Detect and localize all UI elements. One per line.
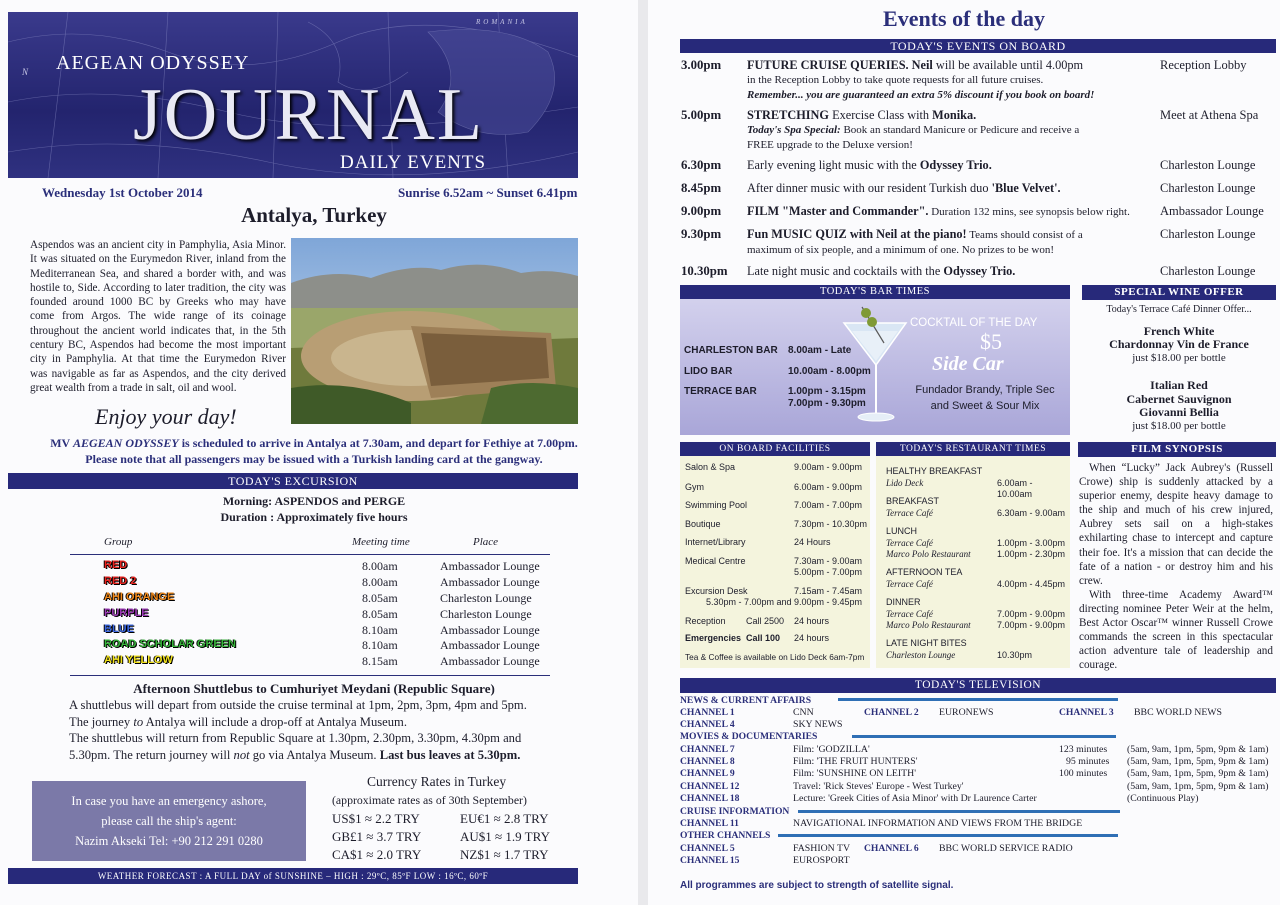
facility-call: Call 100 — [746, 633, 781, 643]
meal-heading: LUNCH — [886, 526, 918, 536]
film-paragraph-2: With three-time Academy Award™ directing nominee Peter Weir at the helm, Best Actor Oscar™ winner Russell Crowe commands the screen in this spectacular action adventure tale of leadership and courage. — [1079, 588, 1273, 672]
tv-footer-note: All programmes are subject to strength of satellite signal. — [680, 880, 954, 891]
facility-name: Medical Centre — [685, 556, 746, 566]
event-time: 10.30pm — [681, 264, 728, 278]
facility-time: 6.00am - 9.00pm — [794, 482, 863, 492]
excursion-row — [70, 623, 550, 639]
event-description — [747, 181, 1147, 195]
tv-section-rule — [778, 834, 1118, 837]
excursion-row — [70, 575, 550, 591]
television-bar: TODAY'S TELEVISION — [680, 678, 1276, 693]
facility-extra: 5.30pm - 7.00pm and — [706, 597, 792, 607]
tv-programme: Lecture: 'Greek Cities of Asia Minor' with Dr Laurence Carter — [793, 793, 1037, 804]
excursion-meeting-time: 8.05am — [362, 606, 398, 621]
meal-time: 6.30am - 9.00am — [997, 508, 1066, 518]
event-place: Ambassador Lounge — [1160, 204, 1264, 218]
event-text: After dinner music with our resident Turkish duo — [747, 181, 992, 195]
event-description — [747, 108, 1147, 152]
tv-channel-name: FASHION TV — [793, 843, 851, 854]
header-group: Group — [104, 536, 133, 548]
film-synopsis-bar: FILM SYNOPSIS — [1078, 442, 1276, 457]
excursion-group: PURPLE — [104, 606, 149, 619]
meal-venue: Charleston Lounge — [886, 650, 956, 660]
meal-heading: BREAKFAST — [886, 496, 940, 506]
tv-channel-name: EURONEWS — [939, 707, 994, 718]
event-line: FREE upgrade to the Deluxe version! — [747, 139, 913, 151]
event-line: Today's Spa Special: — [747, 124, 841, 136]
event-text: Monika. — [932, 108, 977, 122]
bar-times-box — [680, 285, 1070, 435]
wine-price: just $18.00 per bottle — [1132, 351, 1226, 364]
cocktail-ingredients-1: Fundador Brandy, Triple Sec — [915, 384, 1055, 396]
excursion-duration: Duration : Approximately five hours — [220, 510, 408, 524]
port-intro-text: Aspendos was an ancient city in Pamphylia, Asia Minor. It was situated on the Eurymedon River, inland from the Mediterranean Sea, and shared a border with, and was hostile to, Side. According to later tradition, the city was founded around 1000 BC by Greeks who may have come from Argos. The wide range of its coinage throughout the ancient world indicates that, in the 5th century BC, Aspendos had become the most important city in Pamphylia. At that time the Eurymedon River was navigable as far as Aspendos, and the city derived great wealth from a trade in salt, oil and wool. — [30, 239, 286, 394]
excursion-meeting-time: 8.10am — [362, 638, 398, 653]
shuttle-p3 — [69, 730, 559, 763]
port-location: Antalya, Turkey — [241, 203, 387, 227]
tv-channel: CHANNEL 2 — [864, 707, 919, 718]
event-time: 5.00pm — [681, 108, 722, 122]
cocktail-ingredients — [900, 382, 1070, 414]
excursion-rows — [70, 559, 550, 670]
excursion-table-header — [70, 536, 550, 555]
event-text: Late night music and cocktails with the — [747, 264, 944, 278]
tv-duration: 95 minutes — [1066, 756, 1110, 767]
film-synopsis — [1079, 461, 1273, 672]
schedule-rest: is scheduled to arrive in Antalya at 7.30am, and depart for Fethiye at 7.00pm. — [178, 436, 578, 450]
tv-channel: CHANNEL 3 — [1059, 707, 1114, 718]
right-page — [648, 0, 1280, 905]
emergency-line-2: please call the ship's agent: — [101, 814, 237, 828]
shuttle-p3a: The shuttlebus will return from Republic Square at 1.30pm, 2.30pm, 3.30pm, 4.30pm and 5.30pm. The return journey will — [69, 731, 522, 762]
facility-time: 7.30pm - 10.30pm — [794, 519, 868, 529]
excursion-table — [70, 536, 550, 670]
meal-time: 7.00pm - 9.00pm — [997, 620, 1066, 630]
meal-time: 1.00pm - 3.00pm — [997, 538, 1066, 548]
facility-time: 24 hours — [794, 616, 830, 626]
wine-name: Cabernet Sauvignon — [1126, 391, 1232, 406]
event-place: Charleston Lounge — [1160, 264, 1256, 278]
event-text: Early evening light music with the — [747, 158, 920, 172]
event-line: Remember... you are guaranteed an extra 5% discount if you book on board! — [747, 89, 1095, 101]
tv-channel: CHANNEL 15 — [680, 855, 740, 866]
tv-times: (Continuous Play) — [1127, 793, 1199, 804]
excursion-group: RED 2 — [104, 574, 137, 587]
shuttle-title: Afternoon Shuttlebus to Cumhuriyet Meydani (Republic Square) — [133, 681, 495, 696]
excursion-row — [70, 607, 550, 623]
facility-name: Emergencies — [685, 633, 742, 643]
event-place: Reception Lobby — [1160, 58, 1247, 72]
event-line: in the Reception Lobby to take quote requests for all future cruises. — [747, 74, 1044, 86]
meal-time: 6.00am - 10.00am — [997, 478, 1033, 499]
tv-programme: Film: 'THE FRUIT HUNTERS' — [793, 756, 918, 767]
bar-time: 10.00am - 8.00pm — [788, 366, 871, 377]
tv-channel: CHANNEL 7 — [680, 744, 735, 755]
tv-channel-name: BBC WORLD SERVICE RADIO — [939, 843, 1073, 854]
tv-programme: Film: 'SUNSHINE ON LEITH' — [793, 768, 916, 779]
restaurant-bar: TODAY'S RESTAURANT TIMES — [876, 442, 1070, 456]
excursion-group: AHI ORANGE — [104, 590, 175, 603]
event-line: maximum of six people, and a minimum of one. No prizes to be won! — [747, 244, 1055, 256]
emergency-line-3: Nazim Akseki Tel: +90 212 291 0280 — [75, 834, 263, 848]
tv-channel: CHANNEL 5 — [680, 843, 735, 854]
aspendos-theatre-photo — [291, 238, 578, 424]
meal-venue: Terrace Café — [886, 538, 933, 548]
event-description — [747, 227, 1147, 257]
facility-note: Tea & Coffee is available on Lido Deck 6am-7pm — [685, 652, 865, 662]
tv-channel: CHANNEL 4 — [680, 719, 735, 730]
tv-channel: CHANNEL 18 — [680, 793, 740, 804]
map-label-left: N — [22, 67, 29, 77]
meal-time: 1.00pm - 2.30pm — [997, 549, 1066, 559]
shuttle-p3b: not — [233, 747, 250, 762]
journal-title: JOURNAL — [133, 74, 485, 156]
event-description — [747, 204, 1147, 219]
meal-heading: DINNER — [886, 597, 921, 607]
meal-venue: Marco Polo Restaurant — [886, 549, 971, 559]
event-description — [747, 58, 1147, 102]
facility-name: Excursion Desk — [685, 586, 748, 596]
meal-time: 7.00pm - 9.00pm — [997, 609, 1066, 619]
facility-time: 7.00am - 7.00pm — [794, 500, 863, 510]
tv-duration: 123 minutes — [1059, 744, 1108, 755]
excursion-meeting-time: 8.15am — [362, 654, 398, 669]
schedule-line-2: Please note that all passengers may be issued with a Turkish landing card at the gangway. — [85, 452, 543, 466]
tv-channel-name: NAVIGATIONAL INFORMATION AND VIEWS FROM THE BRIDGE — [793, 818, 1083, 829]
facilities-bar: ON BOARD FACILITIES — [680, 442, 870, 456]
meal-heading: AFTERNOON TEA — [886, 567, 963, 577]
events-onboard-bar: TODAY'S EVENTS ON BOARD — [680, 39, 1276, 53]
excursion-group: AHI YELLOW — [104, 654, 173, 667]
tv-channel: CHANNEL 11 — [680, 818, 739, 829]
tv-section-rule — [838, 698, 1118, 701]
meal-venue: Terrace Café — [886, 609, 933, 619]
bar-time: 8.00am - Late — [788, 345, 852, 356]
currency-rate: CA$1 ≈ 2.0 TRY — [332, 847, 422, 862]
event-title: 'Blue Velvet'. — [991, 181, 1061, 195]
event-text: Exercise Class with — [829, 108, 933, 122]
facility-name: Reception — [685, 616, 726, 626]
tv-channel-name: EUROSPORT — [793, 855, 850, 866]
shuttle-p2c: Antalya will include a drop-off at Antalya Museum. — [143, 714, 407, 729]
tv-section-heading: MOVIES & DOCUMENTARIES — [680, 731, 818, 742]
meal-heading: LATE NIGHT BITES — [886, 638, 967, 648]
excursion-table-bottom-rule — [70, 675, 550, 676]
event-title: Fun MUSIC QUIZ with Neil at the piano! — [747, 227, 967, 241]
film-paragraph-1: When “Lucky” Jack Aubrey's (Russell Crowe) ship is suddenly attacked by a superior enemy, despite heavy damage to the ship and much of his crew injured, Aubrey sets sail on a high-stakes exhilarting chase to intercept and capture their foe. It's a mission that can decide the fate of a nation - or destroy him and his crew. — [1079, 462, 1273, 587]
tv-channel: CHANNEL 12 — [680, 781, 740, 792]
cocktail-label: COCKTAIL OF THE DAY — [910, 317, 1038, 329]
excursion-place: Ambassador Lounge — [440, 654, 540, 669]
tv-channel-name: CNN — [793, 707, 814, 718]
event-title: Odyssey Trio. — [919, 158, 992, 172]
excursion-morning: Morning: ASPENDOS and PERGE — [222, 494, 406, 508]
currency-note: (approximate rates as of 30th September) — [332, 793, 527, 807]
event-time: 9.30pm — [681, 227, 722, 241]
event-description — [747, 158, 1147, 172]
tv-times: (5am, 9am, 1pm, 5pm, 9pm & 1am) — [1127, 781, 1269, 792]
wine-price: just $18.00 per bottle — [1132, 419, 1226, 432]
excursion-meeting-time: 8.00am — [362, 574, 398, 589]
event-description — [747, 264, 1147, 278]
cocktail-ingredients-2: and Sweet & Sour Mix — [930, 400, 1040, 412]
meal-venue: Terrace Café — [886, 508, 933, 518]
tv-section-heading: NEWS & CURRENT AFFAIRS — [680, 695, 812, 706]
event-title: STRETCHING — [747, 108, 830, 122]
event-line: Book an standard Manicure or Pedicure and receive a — [840, 124, 1080, 136]
shuttle-p2b: to — [133, 714, 144, 729]
excursion-place: Ambassador Lounge — [440, 574, 540, 589]
wine-name: French White — [1143, 323, 1215, 338]
facility-call: Call 2500 — [746, 616, 785, 626]
facility-name: Salon & Spa — [685, 462, 736, 472]
tv-times: (5am, 9am, 1pm, 5pm, 9pm & 1am) — [1127, 768, 1269, 779]
excursion-row — [70, 559, 550, 575]
wine-offer-bar: SPECIAL WINE OFFER — [1082, 285, 1276, 300]
meal-venue: Terrace Café — [886, 579, 933, 589]
excursion-place: Charleston Lounge — [440, 590, 532, 605]
meal-heading: HEALTHY BREAKFAST — [886, 466, 983, 476]
facility-name: Swimming Pool — [685, 500, 748, 510]
header-place: Place — [473, 536, 499, 548]
enjoy-your-day: Enjoy your day! — [95, 404, 237, 429]
facility-time: 5.00pm - 7.00pm — [794, 567, 863, 577]
tv-section-rule — [798, 810, 1120, 813]
excursion-row — [70, 638, 550, 654]
bar-time: 1.00pm - 3.15pm — [788, 386, 866, 397]
shuttle-text — [69, 697, 559, 763]
excursion-row — [70, 591, 550, 607]
meal-time: 4.00pm - 4.45pm — [997, 579, 1066, 589]
currency-rate: GB£1 ≈ 3.7 TRY — [332, 829, 422, 844]
facility-time: 7.15am - 7.45am — [794, 586, 863, 596]
emergency-contact-box — [32, 781, 306, 861]
event-place: Charleston Lounge — [1160, 181, 1256, 195]
tv-channel: CHANNEL 1 — [680, 707, 735, 718]
wine-intro: Today's Terrace Café Dinner Offer... — [1106, 304, 1252, 315]
event-title: Odyssey Trio. — [943, 264, 1016, 278]
event-time: 8.45pm — [681, 181, 722, 195]
schedule-ship: AEGEAN ODYSSEY — [72, 436, 179, 450]
cocktail-price: $5 — [980, 329, 1002, 354]
facility-name: Internet/Library — [685, 537, 746, 547]
masthead — [8, 12, 578, 178]
restaurant-box — [876, 456, 1070, 668]
shuttle-p1: A shuttlebus will depart from outside the cruise terminal at 1pm, 2pm, 3pm, 4pm and 5pm. — [69, 698, 527, 712]
event-text: Teams should consist of a — [966, 229, 1083, 241]
map-label: ROMANIA — [476, 18, 528, 26]
excursion-bar: TODAY'S EXCURSION — [8, 473, 578, 489]
excursion-group: RED — [104, 559, 128, 571]
event-text: will be available until 4.00pm — [932, 58, 1084, 72]
sunrise-sunset: Sunrise 6.52am ~ Sunset 6.41pm — [398, 185, 578, 200]
shuttle-p2a: The journey — [69, 714, 134, 729]
event-place: Charleston Lounge — [1160, 158, 1256, 172]
meal-venue: Marco Polo Restaurant — [886, 620, 971, 630]
excursion-meeting-time: 8.10am — [362, 622, 398, 637]
facility-name: Boutique — [685, 519, 721, 529]
weather-forecast: WEATHER FORECAST : A FULL DAY of SUNSHINE – HIGH : 29ºC, 85ºF LOW : 16ºC, 60ºF — [8, 868, 578, 884]
bar-time: 7.00pm - 9.30pm — [788, 398, 866, 409]
tv-channel: CHANNEL 6 — [864, 843, 919, 854]
wine-name: Italian Red — [1150, 378, 1208, 392]
wine-name: Chardonnay Vin de France — [1109, 337, 1249, 351]
bar-name: CHARLESTON BAR — [684, 345, 778, 356]
event-text: Duration 132 mins, see synopsis below right. — [928, 206, 1130, 218]
currency-title: Currency Rates in Turkey — [367, 774, 507, 789]
facilities-box — [680, 456, 870, 668]
tv-section-heading: CRUISE INFORMATION — [680, 806, 790, 817]
facility-name: Gym — [685, 482, 704, 492]
facility-time: 7.30am - 9.00am — [794, 556, 863, 566]
event-title: FILM "Master and Commander". — [747, 204, 929, 218]
wine-offer — [1082, 303, 1276, 433]
schedule-line-1 — [0, 436, 628, 451]
currency-rate: AU$1 ≈ 1.9 TRY — [460, 829, 550, 844]
meal-time: 10.30pm — [997, 650, 1033, 660]
tv-programme: Travel: 'Rick Steves' Europe - West Turkey' — [793, 781, 964, 792]
event-time: 3.00pm — [681, 58, 722, 72]
left-page — [0, 0, 638, 905]
event-place: Meet at Athena Spa — [1160, 108, 1259, 122]
bar-name: LIDO BAR — [684, 366, 733, 377]
tv-times: (5am, 9am, 1pm, 5pm, 9pm & 1am) — [1127, 756, 1269, 767]
facility-time: 24 hours — [794, 633, 830, 643]
bar-name: TERRACE BAR — [684, 386, 757, 397]
excursion-meeting-time: 8.05am — [362, 590, 398, 605]
schedule-prefix: MV — [50, 436, 73, 450]
tv-times: (5am, 9am, 1pm, 5pm, 9pm & 1am) — [1127, 744, 1269, 755]
ship-name: AEGEAN ODYSSEY — [56, 52, 250, 74]
excursion-meeting-time: 8.00am — [362, 559, 398, 573]
excursion-place: Charleston Lounge — [440, 606, 532, 621]
currency-rate: EU€1 ≈ 2.8 TRY — [460, 811, 549, 826]
shuttle-p3c: go via Antalya Museum. — [249, 747, 380, 762]
excursion-place: Ambassador Lounge — [440, 622, 540, 637]
wine-name: Giovanni Bellia — [1139, 405, 1219, 419]
currency-rate: US$1 ≈ 2.2 TRY — [332, 811, 420, 826]
excursion-row — [70, 654, 550, 670]
event-time: 6.30pm — [681, 158, 722, 172]
tv-channel-name: BBC WORLD NEWS — [1134, 707, 1222, 718]
cocktail-name: Side Car — [932, 353, 1004, 375]
tv-channel: CHANNEL 8 — [680, 756, 735, 767]
excursion-group: BLUE — [104, 622, 134, 635]
tv-section-rule — [852, 735, 1116, 738]
excursion-place: Ambassador Lounge — [440, 559, 540, 573]
excursion-place: Ambassador Lounge — [440, 638, 540, 653]
facility-time: 9.00am - 9.00pm — [794, 462, 863, 472]
journal-subtitle: DAILY EVENTS — [340, 152, 487, 173]
shuttle-p2 — [69, 714, 559, 731]
meal-venue: Lido Deck — [886, 478, 924, 488]
excursion-group: ROAD SCHOLAR GREEN — [104, 638, 237, 651]
tv-channel-name: SKY NEWS — [793, 719, 843, 730]
issue-date: Wednesday 1st October 2014 — [42, 185, 203, 200]
event-time: 9.00pm — [681, 204, 722, 218]
facility-time: 24 Hours — [794, 537, 831, 547]
tv-programme: Film: 'GODZILLA' — [793, 744, 870, 755]
emergency-line-1: In case you have an emergency ashore, — [71, 794, 267, 808]
events-title: Events of the day — [883, 6, 1045, 31]
tv-duration: 100 minutes — [1059, 768, 1108, 779]
facility-time: 9.00pm - 9.45pm — [794, 597, 863, 607]
tv-channel: CHANNEL 9 — [680, 768, 735, 779]
shuttle-p3d: Last bus leaves at 5.30pm. — [379, 747, 521, 762]
currency-rate: NZ$1 ≈ 1.7 TRY — [460, 847, 549, 862]
event-place: Charleston Lounge — [1160, 227, 1256, 241]
header-meeting-time: Meeting time — [352, 536, 410, 548]
event-title: FUTURE CRUISE QUERIES. Neil — [747, 58, 933, 72]
tv-section-heading: OTHER CHANNELS — [680, 830, 771, 841]
bar-times-title: TODAY'S BAR TIMES — [680, 285, 1070, 299]
